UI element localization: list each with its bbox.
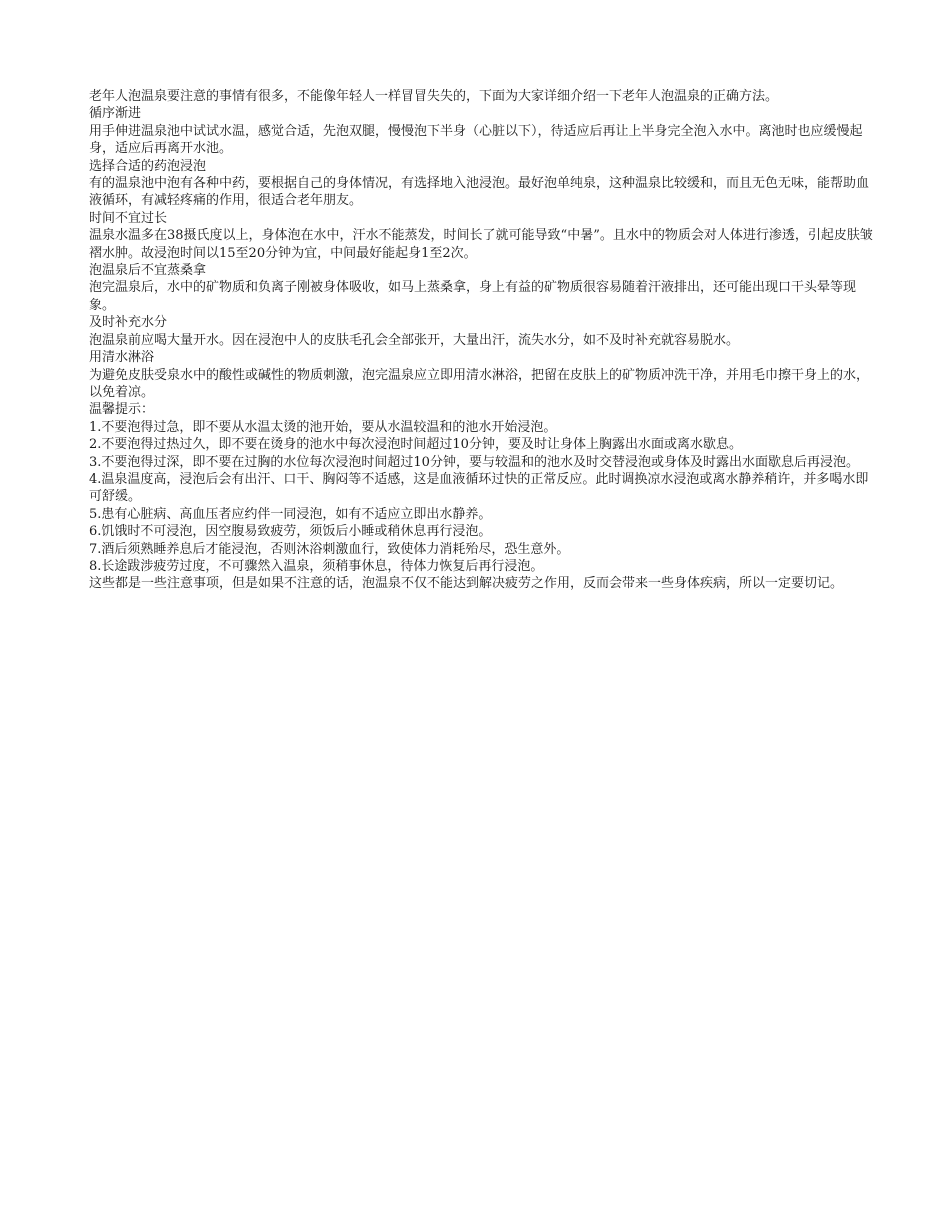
intro-paragraph: 老年人泡温泉要注意的事情有很多，不能像年轻人一样冒冒失失的，下面为大家详细介绍一下老年人泡温泉的正确方法。 [89, 89, 779, 104]
section-heading-duration: 时间不宜过长 [89, 210, 168, 226]
tip-item: 5.患有心脏病、高血压者应约伴一同浸泡，如有不适应立即出水静养。 [89, 506, 492, 522]
section-body-hydration: 泡温泉前应喝大量开水。因在浸泡中人的皮肤毛孔会全部张开，大量出汗，流失水分，如不及时补充就容易脱水。 [89, 332, 740, 348]
article [89, 88, 879, 593]
tip-item: 7.酒后须熟睡养息后才能浸泡，否则沐浴刺激血行，致使体力消耗殆尽，恐生意外。 [89, 541, 570, 557]
tip-item: 3.不要泡得过深，即不要在过胸的水位每次浸泡时间超过10分钟，要与较温和的池水及时交替浸泡或身体及时露出水面歇息后再浸泡。 [89, 454, 859, 470]
tip-item: 6.饥饿时不可浸泡，因空腹易致疲劳，须饭后小睡或稍休息再行浸泡。 [89, 524, 492, 540]
section-heading-no-sauna: 泡温泉后不宜蒸桑拿 [89, 263, 207, 279]
section-body-duration: 温泉水温多在38摄氏度以上，身体泡在水中，汗水不能蒸发，时间长了就可能导致“中暑”。且水中的物质会对人体进行渗透，引起皮肤皱褶水肿。故浸泡时间以15至20分钟为宜，中间最好能起身1至2次。 [89, 228, 873, 261]
section-body-shower: 为避免皮肤受泉水中的酸性或碱性的物质刺激，泡完温泉应立即用清水淋浴，把留在皮肤上的矿物质冲洗干净，并用毛巾擦干身上的水，以免着凉。 [89, 367, 870, 400]
section-heading-gradual: 循序渐进 [89, 106, 142, 122]
tip-item: 4.温泉温度高，浸泡后会有出汗、口干、胸闷等不适感，这是血液循环过快的正常反应。此时调换凉水浸泡或离水静养稍许，并多喝水即可舒缓。 [89, 471, 869, 505]
tips-heading: 温馨提示： [89, 402, 155, 418]
section-body-no-sauna: 泡完温泉后，水中的矿物质和负离子刚被身体吸收，如马上蒸桑拿，身上有益的矿物质很容易随着汗液排出，还可能出现口干头晕等现象。 [89, 280, 857, 313]
tip-item: 8.长途跋涉疲劳过度，不可骤然入温泉，须稍事休息，待体力恢复后再行浸泡。 [89, 558, 544, 574]
tip-item: 1.不要泡得过急，即不要从水温太烫的池开始，要从水温较温和的池水开始浸泡。 [89, 419, 557, 435]
section-body-gradual: 用手伸进温泉池中试试水温，感觉合适，先泡双腿，慢慢泡下半身（心脏以下），待适应后再让上半身完全泡入水中。离池时也应缓慢起身，适应后再离开水池。 [89, 123, 863, 157]
section-heading-herbal-bath: 选择合适的药泡浸泡 [89, 158, 207, 174]
section-heading-hydration: 及时补充水分 [89, 315, 168, 331]
section-body-herbal-bath: 有的温泉池中泡有各种中药，要根据自己的身体情况，有选择地入池浸泡。最好泡单纯泉，这种温泉比较缓和，而且无色无味，能帮助血液循环，有减轻疼痛的作用，很适合老年朋友。 [89, 176, 870, 209]
tip-item: 2.不要泡得过热过久，即不要在烫身的池水中每次浸泡时间超过10分钟，要及时让身体上胸露出水面或离水歇息。 [89, 437, 742, 453]
conclusion-paragraph: 这些都是一些注意事项，但是如果不注意的话，泡温泉不仅不能达到解决疲劳之作用，反而会带来一些身体疾病，所以一定要切记。 [89, 576, 844, 592]
section-heading-shower: 用清水淋浴 [89, 350, 155, 366]
